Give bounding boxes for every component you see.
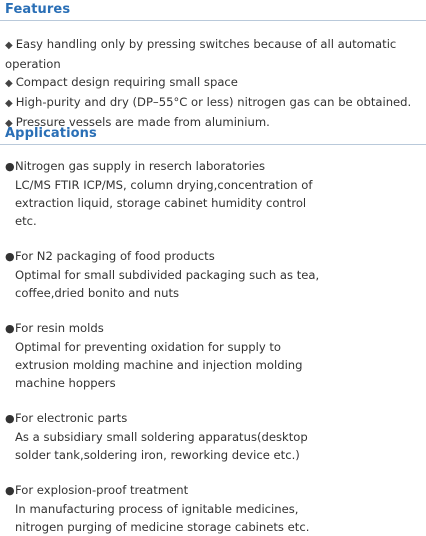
application-title: ●For explosion-proof treatment — [5, 481, 425, 500]
application-item — [5, 247, 425, 302]
application-line: In manufacturing process of ignitable medicines, — [15, 502, 299, 516]
diamond-icon: ◆ — [5, 118, 13, 129]
feature-text: High-purity and dry (DP–55°C or less) nitrogen gas can be obtained. — [15, 95, 412, 109]
application-line: solder tank,soldering iron, reworking device etc.) — [15, 448, 300, 462]
application-line: coffee,dried bonito and nuts — [15, 286, 180, 300]
diamond-icon: ◆ — [5, 78, 13, 89]
application-line: Optimal for small subdivided packaging such as tea, — [15, 268, 320, 282]
feature-text: Pressure vessels are made from aluminium. — [15, 115, 270, 129]
application-line: LC/MS FTIR ICP/MS, column drying,concentration of — [15, 178, 313, 192]
feature-item — [5, 93, 425, 113]
application-line: nitrogen purging of medicine storage cabinets etc. — [15, 520, 310, 534]
application-title: ●For resin molds — [5, 319, 425, 338]
application-item — [5, 319, 425, 392]
application-item — [5, 481, 425, 536]
bullet-icon: ● — [5, 412, 15, 425]
feature-text: Compact design requiring small space — [15, 75, 238, 89]
bullet-icon: ● — [5, 484, 15, 497]
features-list — [5, 35, 425, 133]
application-item — [5, 157, 425, 230]
application-line: Optimal for preventing oxidation for supply to — [15, 340, 282, 354]
application-line: extraction liquid, storage cabinet humidity control — [15, 196, 307, 210]
application-line: extrusion molding machine and injection molding — [15, 358, 303, 372]
applications-title: Applications — [5, 126, 97, 141]
features-header — [0, 0, 426, 21]
bullet-icon: ● — [5, 322, 15, 335]
application-line: etc. — [15, 214, 37, 228]
bullet-icon: ● — [5, 160, 15, 173]
diamond-icon: ◆ — [5, 98, 13, 109]
applications-header — [0, 124, 426, 145]
application-title: ●Nitrogen gas supply in reserch laboratories — [5, 157, 425, 176]
application-line: As a subsidiary small soldering apparatus(desktop — [15, 430, 308, 444]
application-item — [5, 409, 425, 464]
bullet-icon: ● — [5, 250, 15, 263]
feature-item — [5, 73, 425, 93]
features-title: Features — [5, 2, 71, 17]
feature-text: Easy handling only by pressing switches because of all automatic operation — [5, 37, 397, 71]
feature-item — [5, 35, 425, 73]
diamond-icon: ◆ — [5, 40, 13, 51]
application-title: ●For N2 packaging of food products — [5, 247, 425, 266]
application-title: ●For electronic parts — [5, 409, 425, 428]
application-line: machine hoppers — [15, 376, 116, 390]
